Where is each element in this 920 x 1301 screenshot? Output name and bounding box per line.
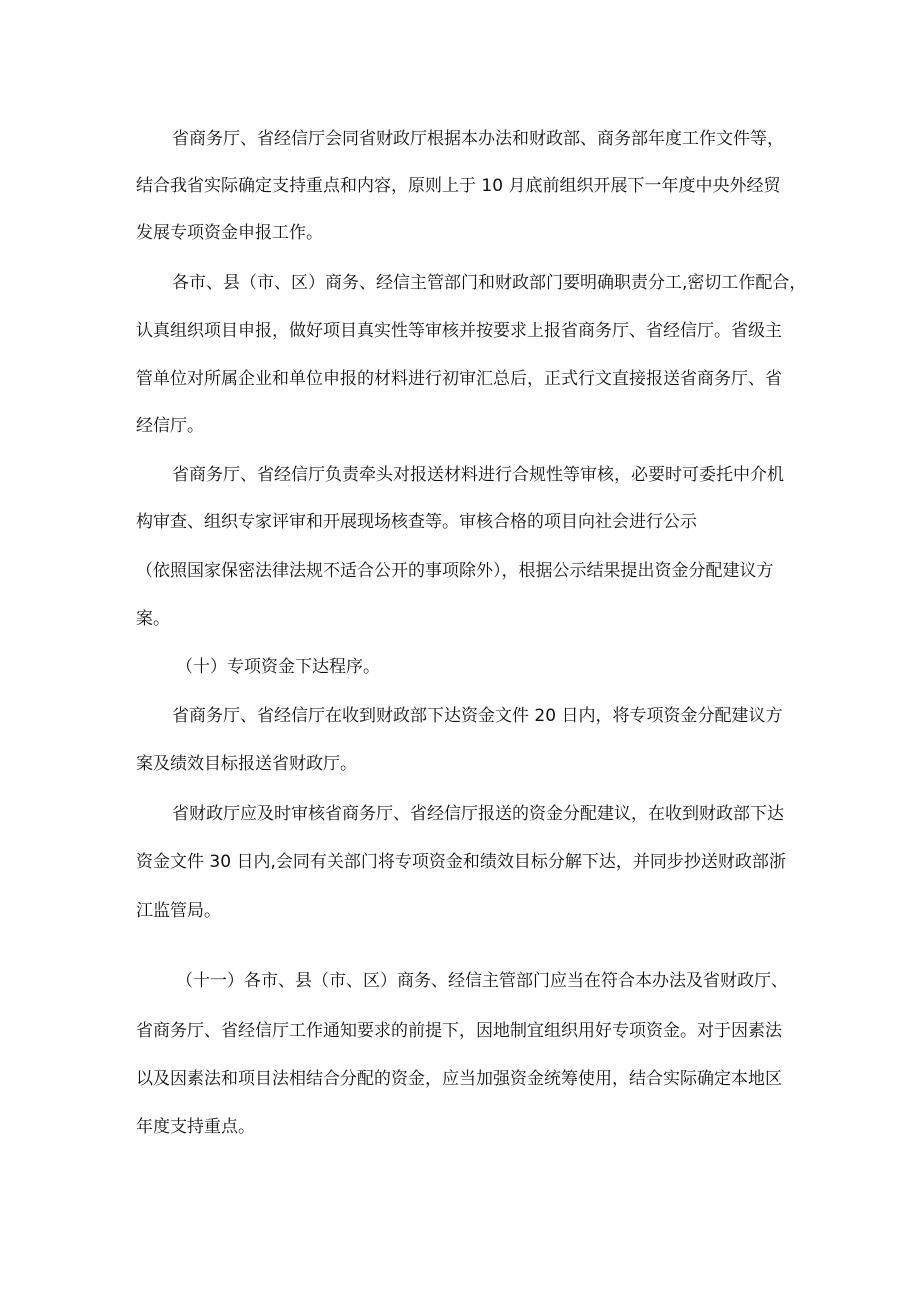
- text-line: 案。: [136, 609, 170, 629]
- text-line: 认真组织项目申报，做好项目真实性等审核并按要求上报省商务厅、省经信厅。省级主: [136, 321, 782, 341]
- text-line: 各市、县（市、区）商务、经信主管部门和财政部门要明确职责分工,密切工作配合，: [172, 273, 807, 293]
- text-line: 案及绩效目标报送省财政厅。: [136, 754, 357, 774]
- text-line: （依照国家保密法律法规不适合公开的事项除外），根据公示结果提出资金分配建议方: [136, 561, 774, 581]
- text-line: 省商务厅、省经信厅负责牵头对报送材料进行合规性等审核，必要时可委托中介机: [172, 465, 784, 485]
- text-line: 管单位对所属企业和单位申报的材料进行初审汇总后，正式行文直接报送省商务厅、省: [136, 369, 782, 389]
- text-line: 结合我省实际确定支持重点和内容，原则上于 10 月底前组织开展下一年度中央外经贸: [136, 176, 781, 196]
- text-line: 省商务厅、省经信厅会同省财政厅根据本办法和财政部、商务部年度工作文件等，: [172, 129, 784, 149]
- text-line: 年度支持重点。: [136, 1117, 255, 1137]
- text-line: 经信厅。: [136, 416, 204, 436]
- text-line: 构审查、组织专家评审和开展现场核查等。审核合格的项目向社会进行公示: [136, 512, 697, 532]
- text-line: （十）专项资金下达程序。: [176, 657, 380, 677]
- text-line: 省财政厅应及时审核省商务厅、省经信厅报送的资金分配建议，在收到财政部下达: [172, 804, 784, 824]
- text-line: 发展专项资金申报工作。: [136, 223, 323, 243]
- text-line: 以及因素法和项目法相结合分配的资金，应当加强资金统筹使用，结合实际确定本地区: [136, 1069, 782, 1089]
- text-line: 江监管局。: [136, 901, 221, 921]
- text-line: 省商务厅、省经信厅工作通知要求的前提下，因地制宜组织用好专项资金。对于因素法: [136, 1021, 782, 1041]
- text-line: 资金文件 30 日内,会同有关部门将专项资金和绩效目标分解下达，并同步抄送财政部浙: [136, 852, 786, 872]
- text-line: 省商务厅、省经信厅在收到财政部下达资金文件 20 日内，将专项资金分配建议方: [172, 706, 783, 726]
- text-line: （十一）各市、县（市、区）商务、经信主管部门应当在符合本办法及省财政厅、: [176, 971, 788, 991]
